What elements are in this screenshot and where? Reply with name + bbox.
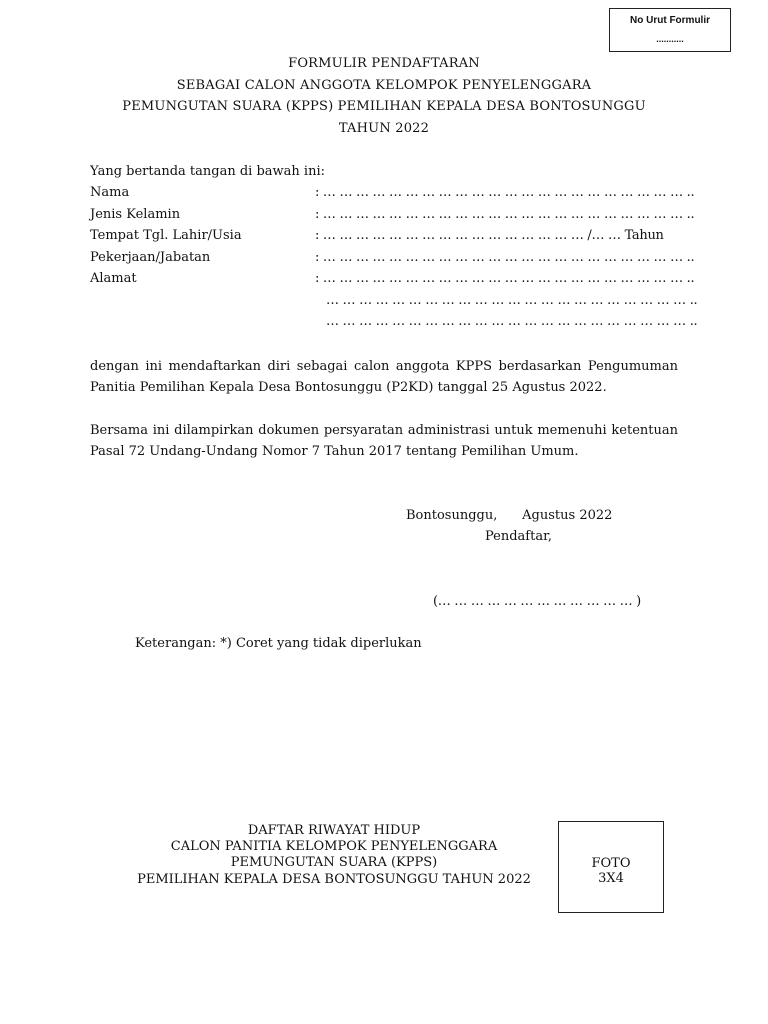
field-label-jenis-kelamin: Jenis Kelamin	[90, 207, 181, 222]
attachment-statement: Bersama ini dilampirkan dokumen persyaratan administrasi untuk memenuhi ketentuan Pasal 72 Undang-Undang Nomor 7 Tahun 2017 tentang Pemilihan Umum.	[90, 423, 678, 459]
field-label-pekerjaan: Pekerjaan/Jabatan	[90, 250, 211, 265]
photo-label: FOTO	[591, 856, 631, 871]
field-value-pekerjaan[interactable]: : … … … … … … … … … … … … … … … … … … … … … … ..	[315, 250, 695, 265]
cv-subtitle-2: PEMUNGUTAN SUARA (KPPS)	[230, 855, 438, 870]
form-number-value: ...........	[656, 34, 684, 44]
field-label-alamat: Alamat	[90, 271, 137, 286]
field-value-alamat-line2[interactable]: … … … … … … … … … … … … … … … … … … … … … … ..	[326, 293, 698, 308]
intro-text: Yang bertanda tangan di bawah ini:	[90, 164, 325, 179]
cv-subtitle-1: CALON PANITIA KELOMPOK PENYELENGGARA	[170, 839, 498, 854]
note-text: Keterangan: *) Coret yang tidak diperlukan	[135, 636, 422, 651]
field-value-nama[interactable]: : … … … … … … … … … … … … … … … … … … … … … … ..	[315, 185, 695, 200]
form-subtitle-year: TAHUN 2022	[338, 121, 430, 136]
form-subtitle-2: PEMUNGUTAN SUARA (KPPS) PEMILIHAN KEPALA DESA BONTOSUNGGU	[122, 99, 646, 114]
photo-size: 3X4	[598, 871, 624, 886]
field-label-tempat-tgl-lahir: Tempat Tgl. Lahir/Usia	[90, 228, 242, 243]
field-label-nama: Nama	[90, 185, 130, 200]
signature-role: Pendaftar,	[485, 529, 553, 544]
signature-place-date: Bontosunggu, Agustus 2022	[406, 508, 613, 523]
cv-title: DAFTAR RIWAYAT HIDUP	[247, 823, 421, 838]
field-value-alamat[interactable]: : … … … … … … … … … … … … … … … … … … … … … … ..	[315, 271, 695, 286]
form-subtitle-1: SEBAGAI CALON ANGGOTA KELOMPOK PENYELENGGARA	[176, 78, 592, 93]
field-value-tempat-tgl-lahir[interactable]: : … … … … … … … … … … … … … … … … /… … Tahun	[315, 228, 664, 243]
cv-subtitle-3: PEMILIHAN KEPALA DESA BONTOSUNGGU TAHUN 2022	[137, 872, 531, 887]
form-number-label: No Urut Formulir	[630, 15, 710, 26]
photo-placeholder[interactable]	[558, 821, 664, 913]
form-number-box	[609, 8, 731, 52]
form-title: FORMULIR PENDAFTARAN	[288, 56, 480, 71]
field-value-jenis-kelamin[interactable]: : … … … … … … … … … … … … … … … … … … … … … … ..	[315, 207, 695, 222]
registration-statement: dengan ini mendaftarkan diri sebagai calon anggota KPPS berdasarkan Pengumuman Panitia Pemilihan Kepala Desa Bontosunggu (P2KD) tanggal 25 Agustus 2022.	[90, 359, 678, 395]
field-value-alamat-line3[interactable]: … … … … … … … … … … … … … … … … … … … … … … ..	[326, 314, 698, 329]
signature-name-field[interactable]: (… … … … … … … … … … … … )	[433, 594, 641, 609]
